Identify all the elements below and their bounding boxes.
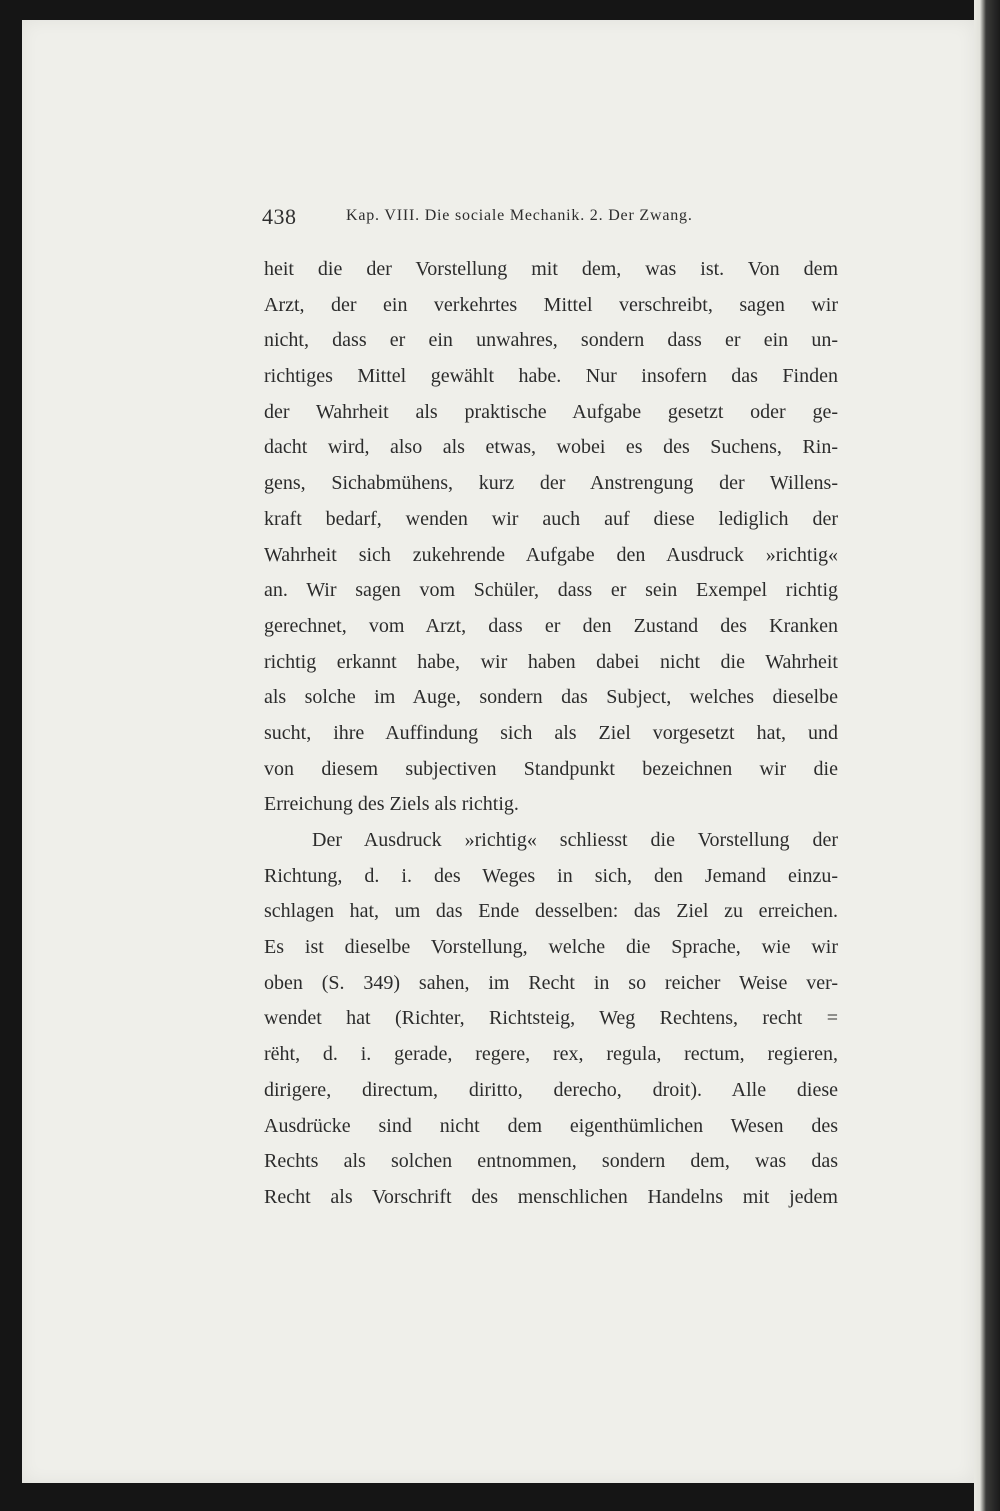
page-number: 438 [262, 204, 297, 229]
text-line: an. Wir sagen vom Schüler, dass er sein Exempel richtig [264, 579, 838, 602]
text-line: Wahrheit sich zukehrende Aufgabe den Ausdruck »richtig« [264, 543, 838, 566]
text-line: Es ist dieselbe Vorstellung, welche die Sprache, wie wir [264, 936, 838, 959]
text-line: der Wahrheit als praktische Aufgabe gesetzt oder ge- [264, 400, 838, 423]
text-line: heit die der Vorstellung mit dem, was ist. Von dem [264, 258, 838, 280]
text-line: gens, Sichabmühens, kurz der Anstrengung der Willens- [264, 472, 838, 495]
book-spine [974, 0, 1000, 1511]
text-line: Der Ausdruck »richtig« schliesst die Vorstellung der [312, 829, 838, 851]
text-line: als solche im Auge, sondern das Subject, welches dieselbe [264, 686, 838, 709]
text-line: von diesem subjectiven Standpunkt bezeichnen wir die [264, 757, 838, 780]
text-line: dirigere, directum, diritto, derecho, droit). Alle diese [264, 1078, 838, 1101]
text-line: Rechts als solchen entnommen, sondern dem, was das [264, 1150, 838, 1173]
text-line: Richtung, d. i. des Weges in sich, den Jemand einzu- [264, 864, 838, 887]
text-line: oben (S. 349) sahen, im Recht in so reicher Weise ver- [264, 971, 838, 994]
text-line: Ausdrücke sind nicht dem eigenthümlichen Wesen des [264, 1114, 838, 1137]
text-line: rëht, d. i. gerade, regere, rex, regula, rectum, regieren, [264, 1043, 838, 1066]
running-head: Kap. VIII. Die sociale Mechanik. 2. Der Zwang. [346, 207, 693, 224]
text-line: gerechnet, vom Arzt, dass er den Zustand des Kranken [264, 614, 838, 637]
text-line: wendet hat (Richter, Richtsteig, Weg Rechtens, recht = [264, 1007, 838, 1030]
text-line: Erreichung des Ziels als richtig. [264, 793, 519, 816]
body-text [264, 252, 838, 1216]
text-line: dacht wird, also als etwas, wobei es des Suchens, Rin- [264, 436, 838, 459]
text-line: Arzt, der ein verkehrtes Mittel verschreibt, sagen wir [264, 293, 838, 316]
text-line: nicht, dass er ein unwahres, sondern dass er ein un- [264, 329, 838, 352]
page-header [262, 204, 842, 234]
text-line: richtiges Mittel gewählt habe. Nur insofern das Finden [264, 365, 838, 388]
text-line: sucht, ihre Auffindung sich als Ziel vorgesetzt hat, und [264, 721, 838, 744]
text-line: kraft bedarf, wenden wir auch auf diese lediglich der [264, 507, 838, 530]
text-line: richtig erkannt habe, wir haben dabei nicht die Wahrheit [264, 650, 838, 673]
text-line: schlagen hat, um das Ende desselben: das Ziel zu erreichen. [264, 900, 838, 923]
text-line: Recht als Vorschrift des menschlichen Handelns mit jedem [264, 1185, 838, 1208]
